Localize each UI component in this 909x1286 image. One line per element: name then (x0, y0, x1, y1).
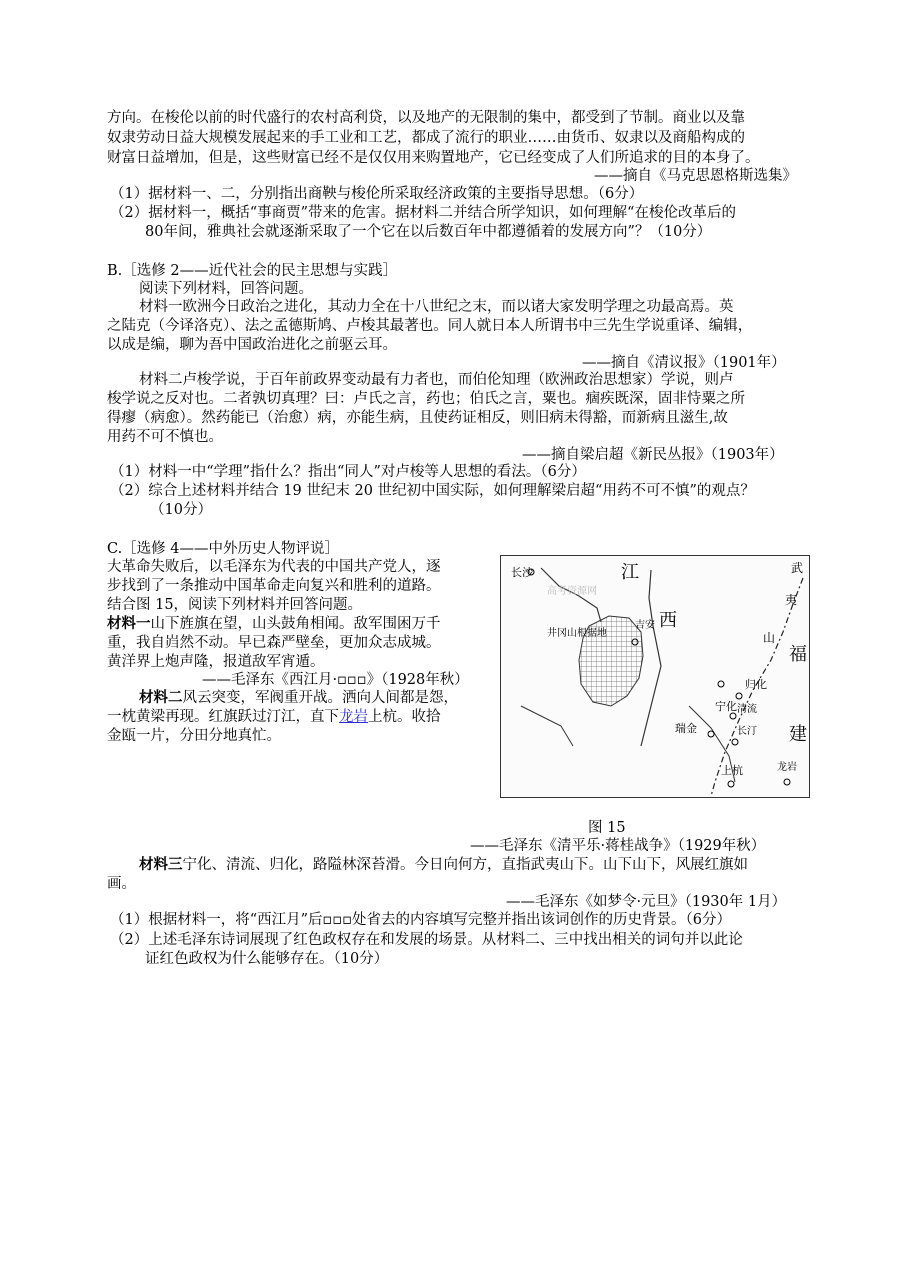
material-label: 材料三 (139, 856, 183, 873)
source-citation: ——摘自梁启超《新民丛报》（1903年） (522, 447, 784, 463)
city-dot (732, 739, 738, 745)
section-heading-b: B.［选修 2——近代社会的民主思想与实践］ (107, 263, 398, 279)
question-2-cont: 证红色政权为什么能够存在。（10分） (145, 951, 389, 967)
material-label: 材料二 (139, 689, 183, 706)
question-2: （2）综合上述材料并结合 19 世纪末 20 世纪初中国实际，如何理解梁启超“用药不可不慎”的观点？ (110, 483, 755, 499)
material-1 (107, 614, 441, 634)
question-1: （1）材料一中“学理”指什么？指出“同人”对卢梭等人思想的看法。（6分） (110, 464, 586, 480)
map-label-changsha: 长沙 (511, 566, 533, 579)
para-line: 方向。在梭伦以前的时代盛行的农村高利贷，以及地产的无限制的集中，都受到了节制。商业以及靠 (107, 110, 745, 126)
map-label-yi: 夷 (785, 593, 798, 607)
source-citation: ——毛泽东《清平乐·蒋桂战争》（1929年秋） (470, 838, 766, 854)
map-figure (500, 555, 810, 798)
intro-line: 大革命失败后，以毛泽东为代表的中国共产党人，逐 (107, 559, 441, 575)
city-dot (718, 681, 724, 687)
section-heading-c: C.［选修 4——中外历史人物评说］ (107, 541, 340, 557)
city-dot (708, 731, 714, 737)
material-line (107, 707, 441, 727)
city-dot (728, 781, 734, 787)
material-line: 梭学说之反对也。二者孰切真理？曰：卢氏之言，药也；伯氏之言，粟也。痼疾既深，固非恃粟之所 (107, 391, 745, 407)
city-dot (784, 779, 790, 785)
material-label: 材料一 (107, 615, 151, 632)
material-text: 山下旌旗在望，山头鼓角相闻。敌军围困万千 (150, 616, 441, 632)
map-label-fu: 福 (789, 644, 807, 665)
material-text: 宁化、清流、归化，路隘林深苔滑。今日向何方，直指武夷山下。山下山下，风展红旗如 (182, 857, 748, 873)
map-label-qingliu: 清流 (737, 704, 757, 715)
map-label-shan: 山 (763, 631, 776, 645)
material-line: 金瓯一片，分田分地真忙。 (107, 728, 281, 744)
map-label-wu: 武 (791, 561, 804, 575)
question-2: （2）上述毛泽东诗词展现了红色政权存在和发展的场景。从材料二、三中找出相关的词句并以此论 (110, 932, 743, 948)
map-drawing (501, 556, 809, 797)
material-line: 之陆克（今译洛克）、法之孟德斯鸠、卢梭其最著也。同人就日本人所谓书中三先生学说重译、编辑， (107, 318, 753, 334)
map-label-jian-city: 吉安 (635, 620, 655, 631)
source-citation: ——摘自《马克思恩格斯选集》 (594, 168, 797, 184)
material-line: 得瘳（病愈）。然药能已（治愈）病，亦能生病，且使药证相反，则旧病未得豁，而新病且滋生,故 (107, 410, 728, 426)
question-1: （1）据材料一、二，分别指出商鞅与梭伦所采取经济政策的主要指导思想。（6分） (110, 186, 644, 202)
city-dot (736, 693, 742, 699)
material-line: 重，我自岿然不动。早已森严壁垒，更加众志成城。 (107, 635, 441, 651)
material-line: 黄洋界上炮声隆，报道敌军宵遁。 (107, 654, 325, 670)
material-3 (139, 855, 748, 875)
material-text: 风云突变，军阀重开战。洒向人间都是怨， (182, 690, 458, 706)
figure-caption: 图 15 (588, 820, 626, 836)
para-line: 奴隶劳动日益大规模发展起来的手工业和工艺，都成了流行的职业……由货币、奴隶以及商船构成的 (107, 130, 745, 146)
material-line: 以成是编，聊为吾中国政治进化之前驱云耳。 (107, 337, 397, 353)
para-line: 财富日益增加，但是，这些财富已经不是仅仅用来购置地产，它已经变成了人们所追求的目的本身了。 (107, 150, 760, 166)
intro-line: 结合图 15，阅读下列材料并回答问题。 (107, 597, 363, 613)
map-label-xi: 西 (659, 610, 677, 631)
longyan-link[interactable]: 龙岩 (339, 709, 368, 725)
instruction: 阅读下列材料，回答问题。 (139, 281, 313, 297)
river-line (641, 570, 661, 746)
material-line: 用药不可不慎也。 (107, 429, 223, 445)
source-citation: ——摘自《清议报》（1901年） (582, 355, 786, 371)
source-citation: ——毛泽东《如梦令·元旦》（1930年 1月） (506, 894, 787, 910)
map-label-ruijin: 瑞金 (675, 722, 697, 735)
material-text: 一枕黄梁再现。红旗跃过汀江，直下 (107, 709, 339, 725)
map-label-shanghang: 上杭 (721, 764, 743, 777)
map-label-changting: 长汀 (737, 726, 757, 737)
map-label-ninghua: 宁化 (715, 700, 737, 713)
watermark: 高考资源网 (547, 586, 597, 597)
material-line: 材料一欧洲今日政治之进化，其动力全在十八世纪之末，而以诸大家发明学理之功最高焉。英 (139, 299, 734, 315)
material-line: 画。 (107, 876, 136, 892)
map-label-jian: 建 (789, 724, 807, 745)
question-2-cont: 80年间，雅典社会就逐渐采取了一个它在以后数百年中都遵循着的发展方向”？（10分） (145, 224, 712, 240)
material-text: 上杭。收拾 (368, 709, 441, 725)
map-label-guihua: 归化 (745, 678, 767, 691)
map-label-jinggangshan: 井冈山根据地 (547, 628, 607, 639)
source-citation: ——毛泽东《西江月·▫▫▫》（1928年秋） (202, 672, 469, 688)
material-line: 材料二卢梭学说，于百年前政界变动最有力者也，而伯伦知理（欧洲政治思想家）学说，则卢 (139, 372, 734, 388)
map-label-longyan: 龙岩 (777, 762, 797, 773)
question-2: （2）据材料一，概括“事商贾”带来的危害。据材料二并结合所学知识，如何理解“在梭伦改革后的 (110, 205, 736, 221)
question-2-cont: （10分） (150, 502, 212, 518)
material-2 (139, 688, 458, 708)
map-label-jiang: 江 (621, 562, 639, 583)
river-line (521, 706, 573, 746)
city-dot (730, 713, 736, 719)
question-1: （1）根据材料一，将“西江月”后▫▫▫处省去的内容填写完整并指出该词创作的历史背景。（6分） (110, 912, 732, 928)
intro-line: 步找到了一条推动中国革命走向复兴和胜利的道路。 (107, 578, 441, 594)
